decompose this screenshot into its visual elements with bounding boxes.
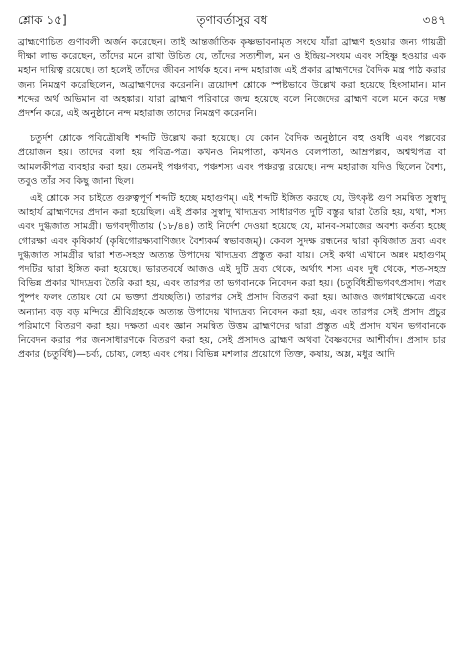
page-number: ৩৪৭ bbox=[422, 13, 446, 27]
page bbox=[18, 12, 446, 365]
paragraph: ব্রাহ্মণোচিত গুণাবলী অর্জন করেছেন। তাই আন্তর্জাতিক কৃষ্ণভাবনামৃত সংঘে যাঁরা ব্রাহ্মণ হওয়ার জন্য গায়ত্রী দীক্ষা লাভ করেছেন, তাঁদের মনে রাখা উচিত যে, তাঁদের সত্যশীল, মন ও ইন্দ্রিয়-সংযম এবং সহিষ্ণু হওয়ার এক মহান দায়িত্ব রয়েছে। তা হলেই তাঁদের জীবন সার্থক হবে। নন্দ মহারাজ এই প্রকার ব্রাহ্মণদের বৈদিক মন্ত্র পাঠ করার জন্য নিমন্ত্রণ করেছিলেন, অব্রাহ্মণদের করেননি। ত্রয়োদশ শ্লোকে স্পষ্টভাবে উল্লেখ করা হয়েছে হিংসামান। মান শব্দের অর্থ অভিমান বা অহঙ্কার। যারা ব্রাহ্মণ পরিবারে জন্ম হয়েছে বলে নিজেদের ব্রাহ্মণ বলে মনে করে দম্ভ প্রদর্শন করে, এই অনুষ্ঠানে নন্দ মহারাজ তাদের নিমন্ত্রণ করেননি। bbox=[18, 37, 446, 120]
verse-label: শ্লোক ১৫] bbox=[18, 13, 67, 27]
paragraph: চতুর্দশ শ্লোকে পবিত্রৌষধি শব্দটি উল্লেখ করা হয়েছে। যে কোন বৈদিক অনুষ্ঠানে বহু ওষধি এবং পল্লবের প্রয়োজন হয়। তাদের বলা হয় পবিত্র-পত্র। কখনও নিমপাতা, কখনও বেলপাতা, আম্রপল্লব, অশ্বত্থপত্র বা আমলকীপত্র ব্যবহার করা হয়। তেমনই পঞ্চগব্য, পঞ্চশস্য এবং পঞ্চরত্ন রয়েছে। নন্দ মহারাজ যদিও ছিলেন বৈশ্য, তবুও তাঁর সব কিছু জানা ছিল। bbox=[18, 133, 446, 187]
paragraph: এই শ্লোকে সব চাইতে গুরুত্বপূর্ণ শব্দটি হচ্ছে মহাগুণম্। এই শব্দটি ইঙ্গিত করছে যে, উৎকৃষ্ট গুণ সমন্বিত সুস্বাদু আহার্য ব্রাহ্মণদের প্রদান করা হয়েছিল। এই প্রকার সুস্বাদু খাদ্যদ্রব্য সাধারণত দুটি বস্তুর দ্বারা তৈরি হয়, যথা, শস্য এবং দুগ্ধজাত সামগ্রী। ভগবদ্‌গীতায় (১৮/৪৪) তাই নির্দেশ দেওয়া হয়েছে যে, মানব-সমাজের অবশ্য কর্তব্য হচ্ছে গোরক্ষা এবং কৃষিকার্য (কৃষিগোরক্ষ্যবাণিজ্যং বৈশ্যকর্ম স্বভাবজম্)। কেবল সুদক্ষ রন্ধনের দ্বারা কৃষিজাত দ্রব্য এবং দুগ্ধজাত সামগ্রীর দ্বারা শত-সহস্র অত্যন্ত উপাদেয় খাদ্যদ্রব্য প্রস্তুত করা যায়। সেই কথা এখানে অন্নং মহাগুণম্ পদটির দ্বারা ইঙ্গিত করা হয়েছে। ভারতবর্ষে আজও এই দুটি দ্রব্য থেকে, অর্থাৎ শস্য এবং দুধ থেকে, শত-সহস্র বিভিন্ন প্রকার খাদ্যদ্রব্য তৈরি করা হয়, এবং তারপর তা ভগবানকে নিবেদন করা হয়। (চতুর্বিধশ্রীভগবৎপ্রসাদ। পত্রং পুষ্পং ফলং তোয়ং যো মে ভক্ত্যা প্রযচ্ছতি।) তারপর সেই প্রসাদ বিতরণ করা হয়। আজও জগন্নাথক্ষেত্রে এবং অন্যান্য বড় বড় মন্দিরে শ্রীবিগ্রহকে অত্যন্ত উপাদেয় খাদ্যদ্রব্য নিবেদন করা হয়, এবং তারপর সেই প্রসাদ প্রচুর পরিমাণে বিতরণ করা হয়। দক্ষতা এবং জ্ঞান সমন্বিত উত্তম ব্রাহ্মণদের দ্বারা প্রস্তুত এই প্রসাদ যখন ভগবানকে নিবেদন করার পর জনসাধারণকে বিতরণ করা হয়, সেই প্রসাদও ব্রাহ্মণ অথবা বৈষ্ণবদের আশীর্বাদ। প্রসাদ চার প্রকার (চতুর্বিধ)—চর্ব্য, চোষ্য, লেহ্য এবং পেয়। বিভিন্ন মশলার প্রয়োগে তিক্ত, কষায়, অম্ল, মধুর আদি bbox=[18, 193, 446, 361]
page-body bbox=[18, 36, 446, 362]
chapter-title: তৃণাবর্তাসুর বধ bbox=[196, 13, 268, 27]
page-header bbox=[18, 12, 446, 34]
